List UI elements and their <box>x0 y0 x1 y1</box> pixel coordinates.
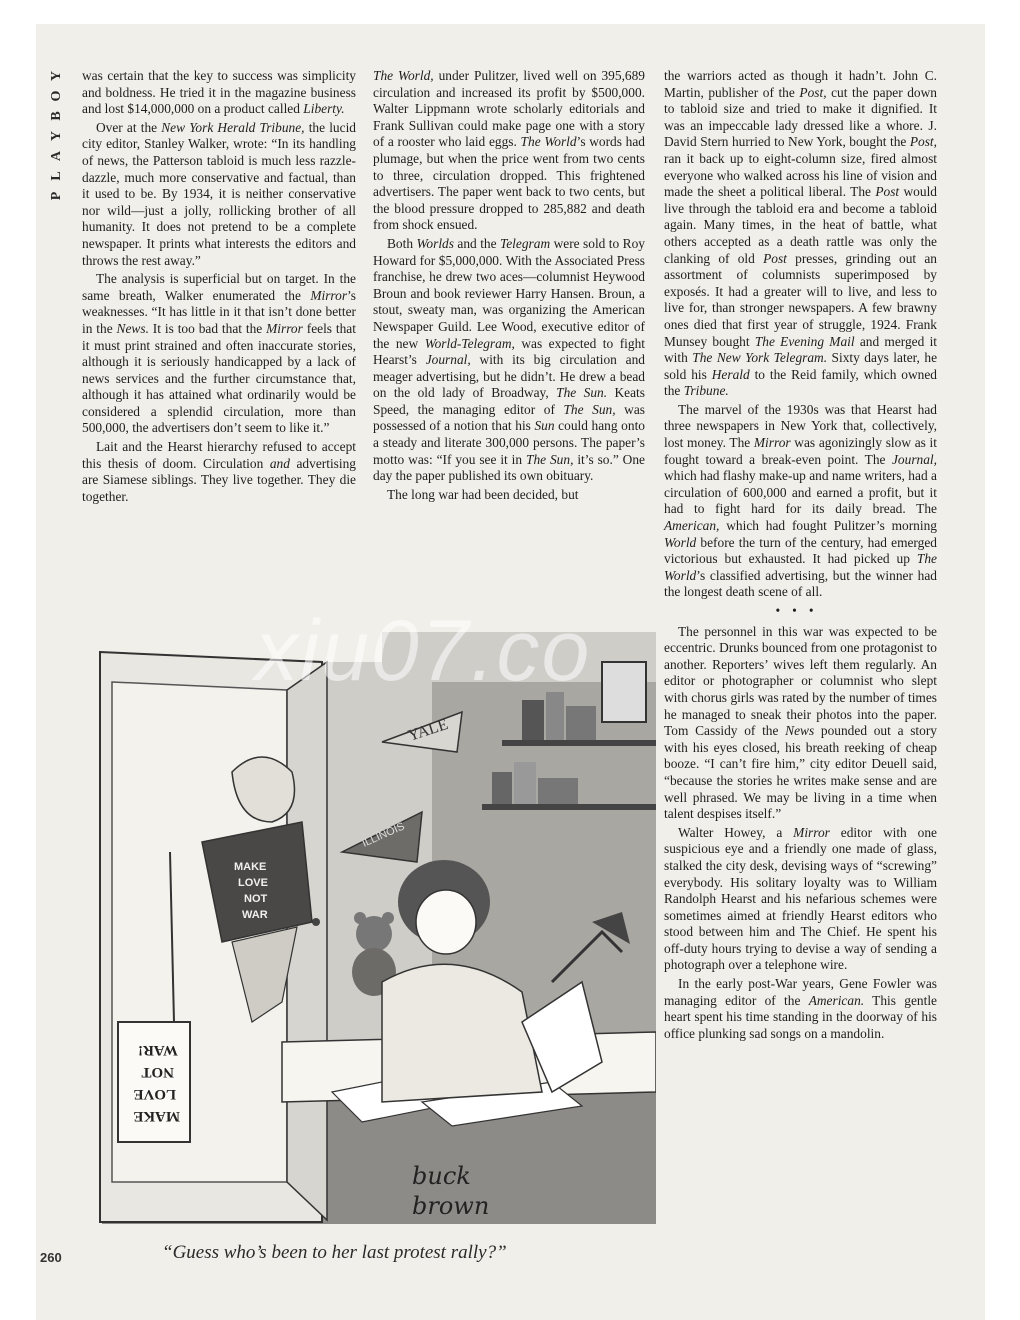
signature-line-1: buck <box>412 1162 471 1190</box>
running-head-letter: Y <box>49 70 64 82</box>
article-column-1: was certain that the key to success was simplicity and boldness. He tried it in the magazine business and lost $14,000,000 on a product called Liberty. Over at the New York Herald Tribune, the lucid city editor, Stanley Walker, wrote: “In its handling of news, the Patterson tabloid is much less razzle-dazzle, much more conservative and factual, than it used to be. By 1934, it is neither conservative nor wild—just a jolly, rollicking brother of all humanity. It does not pretend to be a complete newspaper. It prints what interests the editors and throws the rest away.” The analysis is superficial but on target. In the same breath, Walker enumerated the Mirror’s weaknesses. “It has little in it that isn’t done better in the News. It is too bad that the Mirror feels that it must print strained and often inaccurate stories, although it is seriously handicapped by a lack of news services and the further circumstance that, although it has attained what ordinarily would be considered a splendid circulation, more than 500,000, the advertisers don’t seem to like it.” Lait and the Hearst hierarchy refused to accept this thesis of doom. Circulation and advertising are Siamese siblings. They live together. They die together. <box>82 68 356 504</box>
shirt-text-2: LOVE <box>238 877 268 889</box>
running-head-letter: P <box>49 191 64 201</box>
article-column-3: the warriors acted as though it hadn’t. John C. Martin, publisher of the Post, cut the paper down to tabloid size and tried to make it dignified. It was an impeccable lady dressed like a whore. J. David Stern hurried to New York, bought the Post, ran it back up to eight-column size, fired almost everyone who walked across his line of vision and made the sheet a political liberal. The Post would live through the tabloid era and become a tabloid again. Many times, in the heat of battle, what others accepted as a death rattle was only the clanking of old Post presses, grinding out an assortment of columnists superimposed by exposés. It had a greater will to live, and less to live for, than stronger newspapers. A few brawny ones died that first year of struggle, 1924. Frank Munsey bought The Evening Mail and merged it with The New York Telegram. Sixty days later, he sold his Herald to the Reid family, which owned the Tribune. The marvel of the 1930s was that Hearst had three newspapers in New York that, collectively, lost money. The Mirror was agonizingly slow as it fought toward a break-even point. The Journal, which had flashy make-up and name writers, had a circulation of 600,000 and earned a profit, but it had to fight hard for its daily bread. The American, which had fought Pulitzer’s morning World before the turn of the century, had emerged victorious but exhausted. It had picked up The World’s classified advertising, but the winner had the longest death scene of all. ••• The personnel in this war was expected to be eccentric. Drunks bounced from one protagonist to another. Reporters’ wives left them regularly. An editor or photographer or columnist who slept with chorus girls was rated by the number of times he managed to sneak their photos into the paper. Tom Cassidy of the News pounded out a story with his eyes closed, his breath reeking of cheap booze. “I can’t fire him,” city editor Deuell said, “because the stories he writes make sense and are well phrased. We may be living in a time when talent despises itself.” Walter Howey, a Mirror editor with one suspicious eye and a friendly one made of glass, stalked the city desk, devising ways of “screwing” everybody. His solitary loyalty was to William Randolph Hearst and his nefarious schemes were sometimes aimed at friendly Hearst editors who stood between him and The Chief. He spent his off-duty hours trying to devise a way of sending a photograph over a telephone wire. In the early post-War years, Gene Fowler was managing editor of the American. This gentle heart spent his time standing in the doorway of his office plunking sad songs on a mandolin. <box>664 68 938 1041</box>
page-number: 260 <box>40 1250 62 1265</box>
sign-text-3: NOT <box>141 1064 174 1080</box>
running-head-letter: A <box>49 150 64 162</box>
sign-text-1: MAKE <box>133 1108 180 1124</box>
running-head <box>46 66 68 206</box>
sign-text-2: LOVE <box>133 1086 176 1102</box>
shirt-text-1: MAKE <box>234 861 267 873</box>
running-head-letter: L <box>49 171 64 181</box>
cartoon-illustration <box>82 622 656 1224</box>
signature-line-2: brown <box>412 1192 490 1220</box>
sign-text-4: WAR! <box>138 1042 178 1058</box>
running-head-letter: O <box>49 90 64 102</box>
pennant-yale: YALE <box>405 716 451 745</box>
watermark: xiu07.co <box>255 603 592 699</box>
running-head-letter: Y <box>49 130 64 142</box>
pennant-illinois: ILLINOIS <box>360 820 407 850</box>
shirt-text-3: NOT <box>244 893 268 905</box>
article-column-2: The World, under Pulitzer, lived well on 395,689 circulation and increased its profit by $500,000. Walter Lippmann wrote scholarly editorials and Frank Sullivan could make page one with a story of a rooster who laid eggs. The World’s words had plumage, but when the price went from two cents to three, circulation dropped. This frightened advertisers. The paper went back to two cents, but the blood pressure dropped to 285,882 and death from shock ensued. Both Worlds and the Telegram were sold to Roy Howard for $5,000,000. With the Associated Press franchise, he drew two aces—columnist Heywood Broun and book reviewer Harry Hansen. Broun, a stout, sweaty man, was organizing the American Newspaper Guild. Lee Wood, executive editor of the new World-Telegram, was expected to fight Hearst’s Journal, with its big circulation and meager advertising, but he didn’t. He drew a bead on the old lady of Broadway, The Sun. Keats Speed, the managing editor of The Sun, was possessed of a notion that his Sun could hang onto a steady and literate 300,000 persons. The paper’s motto was: “If you see it in The Sun, it’s so.” One day the paper published its own obituary. The long war had been decided, but <box>373 68 646 502</box>
cartoon-caption: “Guess who’s been to her last protest rally?” <box>162 1242 507 1263</box>
running-head-letter: B <box>49 111 64 121</box>
shirt-text-4: WAR <box>242 909 268 921</box>
